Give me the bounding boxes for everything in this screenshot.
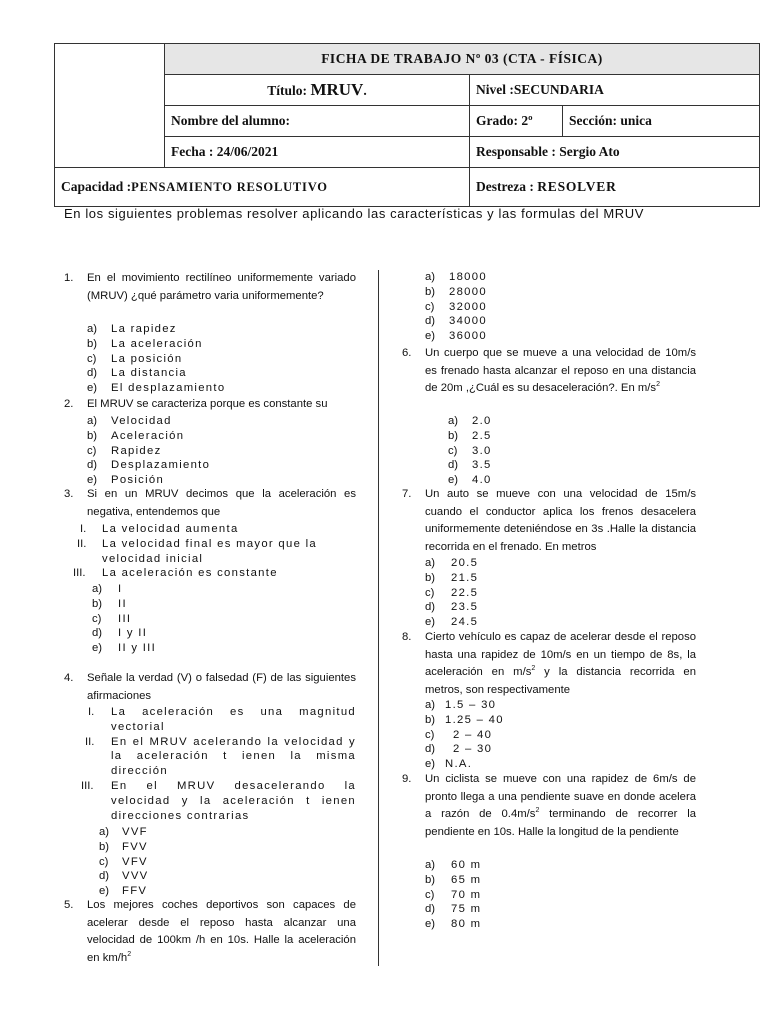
option-e: e) El desplazamiento xyxy=(87,382,226,395)
option-b: b) Aceleración xyxy=(87,429,185,442)
nivel-cell: Nivel :SECUNDARIA xyxy=(470,75,760,106)
destreza-label: Destreza : xyxy=(476,179,534,194)
instructions: En los siguientes problemas resolver aplicando las características y las formulas del MRUV xyxy=(64,206,644,221)
option-e: e) 36000 xyxy=(425,330,487,343)
option-e: e) Posición xyxy=(87,474,165,487)
option-a: a) Velocidad xyxy=(87,415,172,427)
option-d: d) I y II xyxy=(92,627,148,640)
question-number: 6. xyxy=(402,347,412,359)
option-b: b) FVV xyxy=(99,840,148,853)
option-d: d) 75 m xyxy=(425,903,482,916)
question-text: El MRUV se caracteriza porque es constante su xyxy=(87,398,328,410)
question-text: Si en un MRUV decimos que la aceleración es negativa, entendemos que xyxy=(87,488,356,518)
question-6 xyxy=(402,345,696,398)
option-d: d) 23.5 xyxy=(425,601,479,614)
statement-ii: II. La velocidad final es mayor que la velocidad inicial xyxy=(77,537,318,565)
question-2 xyxy=(64,396,356,414)
option-e: e) 80 m xyxy=(425,918,482,931)
question-text: Un ciclista se mueve con una rapidez de 6m/s de pronto llega a una pendiente suave en donde acelera a razón de $0.4m/s^2$ terminando de recorrer la pendiente en 10s. Halle la longitud de la pendiente xyxy=(425,773,696,838)
options-q4 xyxy=(99,825,149,899)
option-d: d) 3.5 xyxy=(448,459,492,472)
option-b: b) II xyxy=(92,597,127,610)
options-q1 xyxy=(87,322,225,396)
grado-cell: Grado: 2º xyxy=(470,106,563,137)
options-q6 xyxy=(448,414,492,488)
column-divider xyxy=(378,270,379,966)
responsable-cell: Responsable : Sergio Ato xyxy=(470,137,760,168)
option-c: c) La posición xyxy=(87,352,183,365)
option-d: d) 2 – 30 xyxy=(425,743,493,756)
option-d: d) 34000 xyxy=(425,315,487,328)
student-name-cell: Nombre del alumno: xyxy=(165,106,470,137)
question-3 xyxy=(64,486,356,521)
seccion-cell: Sección: unica xyxy=(563,106,760,137)
header-table xyxy=(54,43,760,207)
fecha-cell: Fecha : 24/06/2021 xyxy=(165,137,470,168)
question-number: 5. xyxy=(64,899,74,911)
option-e: e) 24.5 xyxy=(425,616,479,629)
option-a: a) 18000 xyxy=(425,271,487,283)
option-e: e) II y III xyxy=(92,642,157,655)
question-text: Los mejores coches deportivos son capaces de acelerar desde el reposo hasta alcanzar una velocidad de 100km /h en 10s. Halle la aceleración en $km/h^2$ xyxy=(87,899,356,964)
option-a: a) 20.5 xyxy=(425,557,479,569)
option-a: a) VVF xyxy=(99,826,148,838)
option-b: b) 28000 xyxy=(425,285,487,298)
worksheet-title: FICHA DE TRABAJO Nº 03 (CTA - FÍSICA) xyxy=(165,44,760,75)
option-c: c) III xyxy=(92,612,132,625)
statements-q4 xyxy=(64,705,356,823)
option-b: b) 2.5 xyxy=(448,429,492,442)
option-c: c) 70 m xyxy=(425,888,482,901)
statements-q3 xyxy=(64,522,336,581)
option-b: b) La aceleración xyxy=(87,337,203,350)
statement-ii: II. En el MRUV acelerando la velocidad y la aceleración t ienen la misma dirección xyxy=(85,735,356,778)
option-c: c) VFV xyxy=(99,855,148,868)
options-q9 xyxy=(425,858,481,932)
destreza-value: RESOLVER xyxy=(537,179,617,194)
logo-cell xyxy=(55,44,165,168)
question-5 xyxy=(64,897,356,967)
option-c: c) 22.5 xyxy=(425,586,479,599)
capacidad-label: Capacidad : xyxy=(61,179,132,194)
option-e: e) 4.0 xyxy=(448,474,492,487)
statement-i: I. La velocidad aumenta xyxy=(80,523,239,535)
question-8 xyxy=(402,629,696,699)
options-q7 xyxy=(425,556,478,630)
question-number: 9. xyxy=(402,773,412,785)
option-c: c) 2 – 40 xyxy=(425,728,493,741)
option-b: b) 21.5 xyxy=(425,571,479,584)
question-number: 3. xyxy=(64,488,74,500)
question-text: En el movimiento rectilíneo uniformemente variado (MRUV) ¿qué parámetro varia uniformemente? xyxy=(87,272,356,302)
question-number: 1. xyxy=(64,272,74,284)
question-number: 2. xyxy=(64,398,74,410)
statement-i: I. La aceleración es una magnitud vectorial xyxy=(88,706,356,733)
options-q3 xyxy=(92,582,156,656)
option-d: d) La distancia xyxy=(87,367,187,380)
option-c: c) 3.0 xyxy=(448,444,492,457)
option-e: e) FFV xyxy=(99,885,148,898)
titulo-label: Título: xyxy=(267,83,308,98)
options-q2 xyxy=(87,414,210,488)
option-e: e) N.A. xyxy=(425,758,473,771)
option-c: c) Rapidez xyxy=(87,444,162,457)
statement-iii: III. La aceleración es constante xyxy=(73,567,278,580)
question-text: Señale la verdad (V) o falsedad (F) de las siguientes afirmaciones xyxy=(87,672,356,702)
option-d: d) Desplazamiento xyxy=(87,459,211,472)
question-text: Un auto se mueve con una velocidad de 15m/s cuando el conductor aplica los frenos desacelera uniformemente deteniéndose en 3s .Halle la distancia recorrida en el frenado. En metros xyxy=(425,488,696,553)
option-a: a) I xyxy=(92,583,123,595)
question-4 xyxy=(64,670,356,705)
capacidad-cell xyxy=(55,168,470,207)
titulo-value: MRUV xyxy=(310,80,364,99)
question-text: Cierto vehículo es capaz de acelerar desde el reposo hasta una rapidez de 10m/s en un tiempo de 8s, la aceleración en $m/s^2$ y la distancia recorrida en metros, son respectivamente xyxy=(425,631,696,696)
option-a: a) La rapidez xyxy=(87,323,177,335)
question-number: 4. xyxy=(64,672,74,684)
option-b: b) 65 m xyxy=(425,873,482,886)
options-q8 xyxy=(425,698,504,772)
titulo-cell: Título: MRUV. xyxy=(165,75,470,106)
question-7 xyxy=(402,486,696,556)
question-number: 8. xyxy=(402,631,412,643)
question-9 xyxy=(402,771,696,841)
option-d: d) VVV xyxy=(99,870,149,883)
option-a: a) 1.5 – 30 xyxy=(425,699,497,711)
option-b: b) 1.25 – 40 xyxy=(425,713,504,726)
option-c: c) 32000 xyxy=(425,300,487,313)
question-number: 7. xyxy=(402,488,412,500)
capacidad-value: PENSAMIENTO RESOLUTIVO xyxy=(131,180,328,194)
question-text: Un cuerpo que se mueve a una velocidad de 10m/s es frenado hasta alcanzar el reposo en una distancia de 20m ,¿Cuál es su desaceleración?. En $m/s^2$ xyxy=(425,347,696,394)
option-a: a) 60 m xyxy=(425,859,482,871)
question-1 xyxy=(64,270,356,305)
options-q5 xyxy=(425,270,487,344)
option-a: a) 2.0 xyxy=(448,415,492,427)
destreza-cell xyxy=(470,168,760,207)
statement-iii: III. En el MRUV desacelerando la velocidad y la aceleración t ienen direcciones contrarias xyxy=(81,779,356,822)
